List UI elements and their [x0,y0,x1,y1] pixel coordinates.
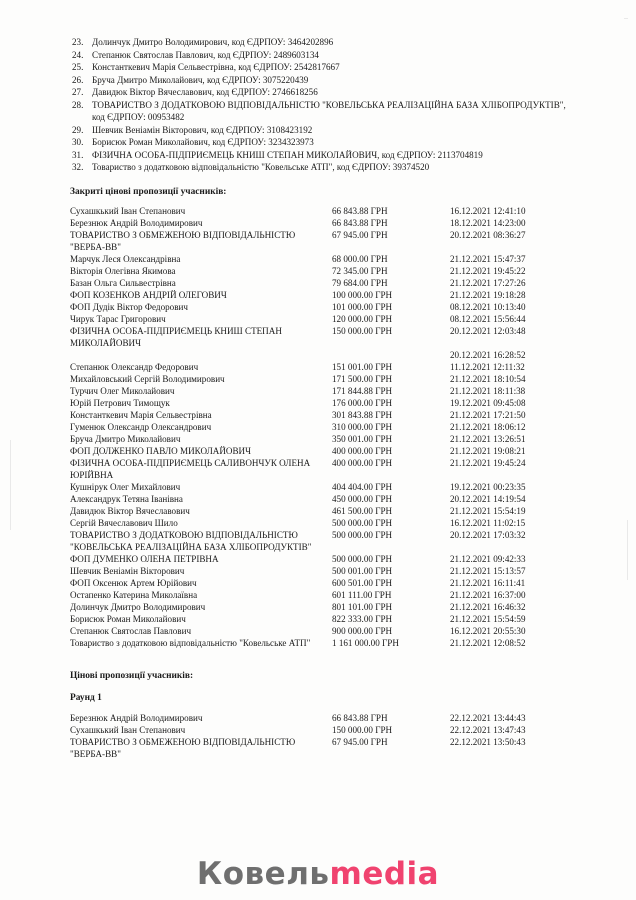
bidder-name: ТОВАРИСТВО З ОБМЕЖЕНОЮ ВІДПОВІДАЛЬНІСТЮ "ВЕРБА-ВВ" [70,736,296,759]
bidder-name: Чирук Тарас Григорович [70,313,166,324]
bid-amount: 310 000.00 ГРН [332,421,393,432]
bidder-name: Степанюк Святослав Павлович [70,625,192,636]
bidder-name: ФОП Дудік Віктор Федорович [70,301,188,312]
list-item [70,161,570,173]
bidder-name: Давидюк Віктор Вячеславович [70,505,190,516]
open-bids-table [70,712,570,760]
bid-datetime: 21.12.2021 19:08:21 [450,445,526,456]
list-item-index: 25. [72,62,84,73]
bidder-name: Михайловський Сергій Володимирович [70,373,225,384]
list-item-index: 27. [72,87,84,98]
table-row [70,553,570,565]
table-row [70,229,570,253]
bidder-name: Долинчук Дмитро Володимирович [70,601,206,612]
watermark-part-1: Ковель [196,856,330,892]
bid-datetime: 20.12.2021 12:03:48 [450,325,526,336]
bidder-name: Гуменюк Олександр Олександрович [70,421,212,432]
bid-datetime: 21.12.2021 19:18:28 [450,289,526,300]
bidder-name: ФОП Оксенюк Артем Юрійович [70,577,197,588]
bidder-name: ФОП КОЗЕНКОВ АНДРІЙ ОЛЕГОВИЧ [70,289,227,300]
list-item-text: ФІЗИЧНА ОСОБА-ПІДПРИЄМЕЦЬ КНИШ СТЕПАН МИКОЛАЙОВИЧ, код ЄДРПОУ: 2113704819 [92,149,483,160]
list-item-index: 23. [72,37,84,47]
bid-amount: 600 501.00 ГРН [332,577,393,588]
bidder-name: ФІЗИЧНА ОСОБА-ПІДПРИЄМЕЦЬ САЛИВОНЧУК ОЛЕНА ЮРІЙВНА [70,457,311,480]
bid-datetime: 11.12.2021 12:11:32 [450,361,525,372]
list-item [70,61,570,73]
bidder-name: Шевчик Веніамін Вікторович [70,565,185,576]
table-row [70,421,570,433]
bid-amount [332,349,450,361]
bid-amount: 301 843.88 ГРН [332,409,393,420]
table-row [70,445,570,457]
bid-datetime: 08.12.2021 15:56:44 [450,313,526,324]
bid-amount: 400 000.00 ГРН [332,445,393,456]
bid-amount: 100 000.00 ГРН [332,289,393,300]
bid-datetime: 21.12.2021 09:42:33 [450,553,526,564]
table-row [70,712,570,724]
bidder-name: Кушнірук Олег Михайлович [70,481,181,492]
table-row [70,505,570,517]
bid-amount: 66 843.88 ГРН [332,712,388,723]
bid-amount: 500 000.00 ГРН [332,553,393,564]
bid-amount: 66 843.88 ГРН [332,217,388,228]
bidder-name: Товариство з додатковою відповідальністю "Ковельське АТП" [70,637,311,648]
bid-datetime: 21.12.2021 16:37:00 [450,589,526,600]
bid-amount: 900 000.00 ГРН [332,625,393,636]
table-row [70,289,570,301]
bid-amount: 400 000.00 ГРН [332,457,393,468]
bid-amount: 461 500.00 ГРН [332,505,393,516]
table-row [70,385,570,397]
bid-datetime: 21.12.2021 16:46:32 [450,601,526,612]
bid-datetime: 20.12.2021 14:19:54 [450,493,526,504]
bid-amount: 601 111.00 ГРН [332,589,392,600]
bid-datetime: 21.12.2021 15:54:59 [450,613,526,624]
bid-datetime: 16.12.2021 12:41:10 [450,205,526,216]
list-item-index: 30. [72,137,84,148]
table-row [70,457,570,481]
bid-datetime: 22.12.2021 13:50:43 [450,736,526,747]
list-item-index: 26. [72,74,84,85]
list-item-text: Константкевич Марія Сельвестрівна, код ЄДРПОУ: 2542817667 [92,62,340,73]
participants-numbered-list [70,36,570,174]
bid-datetime: 21.12.2021 18:10:54 [450,373,526,384]
bid-datetime: 22.12.2021 13:44:43 [450,712,526,723]
bid-datetime: 19.12.2021 09:45:08 [450,397,526,408]
bidder-name: Сухашкький Іван Степанович [70,205,186,216]
table-row [70,409,570,421]
table-row [70,373,570,385]
list-item-text: Борисюк Роман Миколайович, код ЄДРПОУ: 3234323973 [92,137,314,148]
bid-amount: 1 161 000.00 ГРН [332,637,399,648]
bidder-name: Березнюк Андрій Володимирович [70,217,203,228]
bidder-name: ТОВАРИСТВО З ДОДАТКОВОЮ ВІДПОВІДАЛЬНІСТЮ "КОВЕЛЬСЬКА РЕАЛІЗАЦІЙНА БАЗА ХЛІБОПРОДУКТІВ" [70,529,312,552]
document-body [70,36,570,760]
list-item [70,74,570,86]
bid-amount: 450 000.00 ГРН [332,493,393,504]
bidder-name: Степанюк Олександр Федорович [70,361,199,372]
list-item [70,86,570,98]
bid-amount: 500 000.00 ГРН [332,517,393,528]
bidder-name: Константкевич Марія Сельвестрівна [70,409,212,420]
bid-amount: 151 001.00 ГРН [332,361,393,372]
bid-datetime: 19.12.2021 00:23:35 [450,481,526,492]
bid-datetime: 21.12.2021 19:45:22 [450,265,526,276]
list-item-index: 32. [72,162,84,173]
list-item-index: 29. [72,124,84,135]
table-row [70,481,570,493]
bid-datetime: 21.12.2021 13:26:51 [450,433,526,444]
bid-amount: 500 001.00 ГРН [332,565,393,576]
bidder-name: Александрук Тетяна Іванівна [70,493,183,504]
bid-amount: 350 001.00 ГРН [332,433,393,444]
table-row [70,361,570,373]
table-row [70,565,570,577]
watermark-part-2: media [329,856,440,892]
table-row [70,577,570,589]
table-row [70,625,570,637]
list-item-text: Степанюк Святослав Павлович, код ЄДРПОУ: 2489603134 [92,49,319,60]
sealed-bids-table [70,205,570,649]
bid-amount: 176 000.00 ГРН [332,397,393,408]
table-row [70,313,570,325]
bid-datetime: 18.12.2021 14:23:00 [450,217,526,228]
table-row [70,217,570,229]
list-item-text: ТОВАРИСТВО З ДОДАТКОВОЮ ВІДПОВІДАЛЬНІСТЮ "КОВЕЛЬСЬКА РЕАЛІЗАЦІЙНА БАЗА ХЛІБОПРОДУКТІВ", код ЄДРПОУ: 00953482 [92,99,566,123]
table-row [70,529,570,553]
bid-amount: 150 000.00 ГРН [332,325,393,336]
list-item-text: Товариство з додатковою відповідальністю "Ковельське АТП", код ЄДРПОУ: 39374520 [92,162,430,173]
bidder-name: Остапенко Катерина Миколаївна [70,589,198,600]
table-row [70,325,570,349]
bid-amount: 72 345.00 ГРН [332,265,388,276]
open-bids-title: Цінові пропозиції учасників: [70,670,194,681]
bid-amount: 822 333.00 ГРН [332,613,393,624]
list-item [70,99,570,123]
table-row [70,397,570,409]
table-row [70,736,570,760]
list-item [70,149,570,161]
page-edge-mark [10,440,11,530]
table-row [70,253,570,265]
table-row [70,637,570,649]
bid-datetime: 21.12.2021 16:11:41 [450,577,526,588]
bid-datetime: 16.12.2021 11:02:15 [450,517,526,528]
bidder-name: Базан Ольга Сильвестрівна [70,277,176,288]
bid-amount: 101 000.00 ГРН [332,301,393,312]
bid-datetime: 21.12.2021 15:54:19 [450,505,526,516]
bidder-name: Турчич Олег Миколайович [70,385,175,396]
bid-amount: 801 101.00 ГРН [332,601,393,612]
list-item-index: 31. [72,149,84,160]
bidder-name: ТОВАРИСТВО З ОБМЕЖЕНОЮ ВІДПОВІДАЛЬНІСТЮ "ВЕРБА-ВВ" [70,229,296,252]
list-item [70,49,570,61]
bidder-name: Вікторія Олегівна Якимова [70,265,176,276]
table-row [70,601,570,613]
list-item-text: Шевчик Веніамін Вікторович, код ЄДРПОУ: 3108423192 [92,124,313,135]
bid-datetime: 21.12.2021 19:45:24 [450,457,526,468]
bid-datetime: 20.12.2021 16:28:52 [450,349,526,360]
table-row [70,517,570,529]
bidder-name: Сергій Вячеславович Шило [70,517,178,528]
table-row [70,493,570,505]
bidder-name: Борисюк Роман Миколайович [70,613,186,624]
bid-datetime: 16.12.2021 20:55:30 [450,625,526,636]
table-row [70,265,570,277]
bid-amount: 404 404.00 ГРН [332,481,393,492]
bidder-name [70,349,332,361]
bid-amount: 67 945.00 ГРН [332,229,388,240]
table-row [70,301,570,313]
bid-amount: 500 000.00 ГРН [332,529,393,540]
bid-amount: 120 000.00 ГРН [332,313,393,324]
table-row [70,349,570,361]
bid-datetime: 21.12.2021 17:27:26 [450,277,526,288]
bid-datetime: 22.12.2021 13:47:43 [450,724,526,735]
table-row [70,277,570,289]
bid-datetime: 08.12.2021 10:13:40 [450,301,526,312]
bid-datetime: 20.12.2021 17:03:32 [450,529,526,540]
list-item-text: Давидюк Віктор Вячеславович, код ЄДРПОУ: 2746618256 [92,87,318,98]
bid-datetime: 21.12.2021 12:08:52 [450,637,526,648]
bid-datetime: 21.12.2021 17:21:50 [450,409,526,420]
list-item [70,36,570,48]
bid-datetime: 21.12.2021 18:06:12 [450,421,526,432]
bid-amount: 79 684.00 ГРН [332,277,388,288]
page-edge-mark [627,520,628,580]
bid-amount: 68 000.00 ГРН [332,253,388,264]
table-row [70,613,570,625]
list-item [70,124,570,136]
bidder-name: ФІЗИЧНА ОСОБА-ПІДПРИЄМЕЦЬ КНИШ СТЕПАН МИКОЛАЙОВИЧ [70,325,282,348]
bid-amount: 150 000.00 ГРН [332,724,393,735]
page-edge-mark [624,18,628,19]
table-row [70,433,570,445]
bid-amount: 171 844.88 ГРН [332,385,393,396]
list-item-index: 28. [72,99,84,110]
bidder-name: ФОП ДОЛЖЕНКО ПАВЛО МИКОЛАЙОВИЧ [70,445,252,456]
bid-datetime: 21.12.2021 15:13:57 [450,565,526,576]
bid-datetime: 21.12.2021 15:47:37 [450,253,526,264]
bid-amount: 66 843.88 ГРН [332,205,388,216]
bidder-name: Березнюк Андрій Володимирович [70,712,203,723]
list-item-index: 24. [72,49,84,60]
sealed-bids-title: Закриті цінові пропозиції учасників: [70,186,227,197]
bid-amount: 67 945.00 ГРН [332,736,388,747]
bid-datetime: 20.12.2021 08:36:27 [450,229,526,240]
table-row [70,724,570,736]
watermark [0,856,636,892]
round-label: Раунд 1 [70,692,102,703]
bidder-name: Бруча Дмитро Миколайович [70,433,181,444]
list-item [70,136,570,148]
table-row [70,205,570,217]
bidder-name: Сухашкький Іван Степанович [70,724,186,735]
bid-amount: 171 500.00 ГРН [332,373,393,384]
list-item-text: Бруча Дмитро Миколайович, код ЄДРПОУ: 3075220439 [92,74,309,85]
table-row [70,589,570,601]
bid-datetime: 21.12.2021 18:11:38 [450,385,526,396]
bidder-name: ФОП ДУМЕНКО ОЛЕНА ПЕТРІВНА [70,553,219,564]
list-item-text: Долинчук Дмитро Володимирович, код ЄДРПОУ: 3464202896 [92,37,334,47]
bidder-name: Марчук Леся Олександрівна [70,253,181,264]
bidder-name: Юрій Петрович Тимощук [70,397,170,408]
